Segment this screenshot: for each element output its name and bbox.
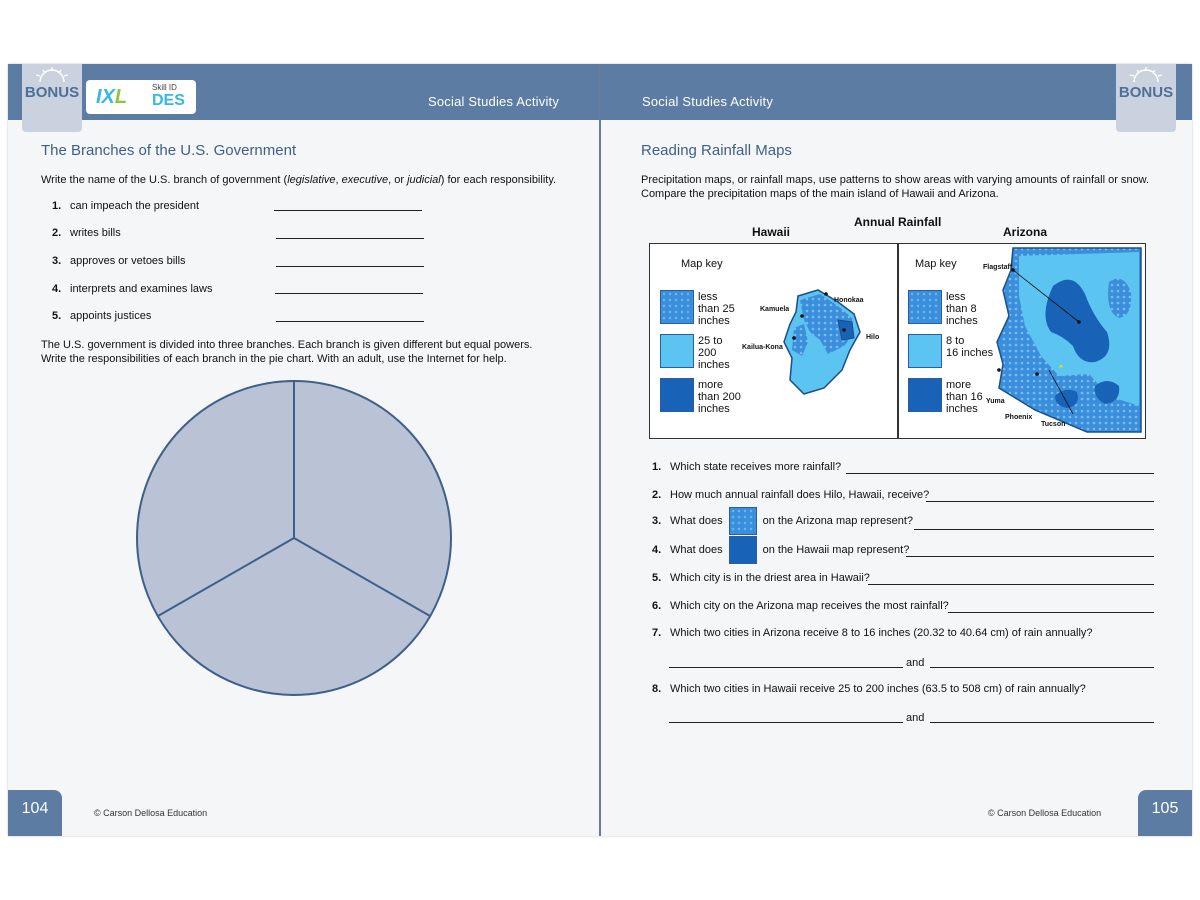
and-label-q7: and	[906, 657, 925, 669]
key-line: than 200	[698, 391, 741, 403]
branch-item	[52, 227, 121, 239]
hawaii-key-2	[698, 335, 730, 371]
bonus-tab-right	[1116, 64, 1176, 132]
question-3	[652, 506, 913, 536]
item-number: 2.	[52, 227, 62, 239]
instr-comma: ,	[335, 174, 342, 186]
instr-after: ) for each responsibility.	[440, 174, 557, 186]
key-swatch-dark	[660, 378, 694, 412]
answer-line-q3[interactable]	[914, 529, 1154, 530]
question-number: 3.	[652, 515, 662, 527]
copyright-left: © Carson Dellosa Education	[94, 808, 208, 818]
pattern-swatch-inline	[729, 507, 757, 535]
branch-item	[52, 283, 212, 295]
answer-line-q7b[interactable]	[930, 667, 1154, 668]
skill-id-label: Skill ID	[152, 83, 177, 92]
dark-swatch-inline	[729, 536, 757, 564]
question-post: on the Arizona map represent?	[762, 515, 914, 527]
key-line: inches	[698, 403, 730, 415]
key-line: than 16	[946, 391, 983, 403]
question-text: How much annual rainfall does Hilo, Hawaii, receive?	[670, 489, 930, 501]
answer-line-q1[interactable]	[846, 473, 1154, 474]
answer-line-q2[interactable]	[926, 501, 1154, 502]
answer-line-q4[interactable]	[906, 556, 1154, 557]
item-number: 5.	[52, 310, 62, 322]
arizona-state-map	[989, 246, 1143, 436]
city-phoenix: Phoenix	[1005, 414, 1033, 421]
hawaii-key-title: Map key	[681, 258, 723, 270]
key-swatch-light	[908, 334, 942, 368]
answer-line-4[interactable]	[275, 293, 423, 294]
bonus-label-left: BONUS	[24, 84, 80, 101]
key-line: more	[698, 379, 724, 391]
hawaii-map-panel	[649, 243, 898, 439]
left-page-title: The Branches of the U.S. Government	[41, 142, 297, 159]
question-number: 2.	[652, 489, 662, 501]
key-line: less	[698, 291, 718, 303]
question-number: 1.	[652, 461, 662, 473]
hawaii-key-1	[698, 291, 735, 327]
copyright-right: © Carson Dellosa Education	[988, 808, 1102, 818]
key-line: than 8	[946, 303, 977, 315]
key-swatch-pattern	[660, 290, 694, 324]
ixl-logo-ix: IX	[96, 86, 115, 108]
key-swatch-light	[660, 334, 694, 368]
question-number: 6.	[652, 600, 662, 612]
workbook-spread	[8, 64, 1192, 836]
city-yuma: Yuma	[986, 398, 1005, 405]
bonus-tab-left	[22, 64, 82, 132]
instr-legislative: legislative	[287, 174, 336, 186]
question-7	[652, 627, 1093, 639]
answer-line-q8b[interactable]	[930, 722, 1154, 723]
left-header-title: Social Studies Activity	[428, 94, 560, 109]
right-page-title: Reading Rainfall Maps	[641, 142, 792, 159]
arizona-key-2	[946, 335, 993, 359]
item-number: 3.	[52, 255, 62, 267]
ixl-badge[interactable]	[86, 80, 196, 114]
key-line: than 25	[698, 303, 735, 315]
instr-judicial: judicial	[407, 174, 441, 186]
page-number-105: 105	[1138, 790, 1192, 836]
right-page	[600, 64, 1192, 836]
question-4	[652, 535, 909, 565]
city-tucson: Tucson	[1041, 421, 1066, 428]
item-text: appoints justices	[70, 310, 152, 322]
branch-instructions	[41, 173, 556, 187]
item-text: writes bills	[70, 227, 121, 239]
answer-line-1[interactable]	[274, 210, 422, 211]
answer-line-3[interactable]	[276, 266, 424, 267]
hawaii-heading: Hawaii	[752, 225, 791, 239]
ixl-logo	[96, 86, 127, 109]
question-8	[652, 683, 1086, 695]
question-6	[652, 600, 949, 612]
item-number: 1.	[52, 200, 62, 212]
bonus-label-right: BONUS	[1118, 84, 1174, 101]
key-line: inches	[946, 315, 978, 327]
item-text: approves or vetoes bills	[70, 255, 186, 267]
city-hilo: Hilo	[866, 334, 880, 341]
key-line: more	[946, 379, 972, 391]
question-text: Which two cities in Arizona receive 8 to 16 inches (20.32 to 40.64 cm) of rain annually?	[670, 627, 1093, 639]
answer-line-5[interactable]	[276, 321, 424, 322]
instr-before: Write the name of the U.S. branch of government (	[41, 174, 288, 186]
instr-or: , or	[388, 174, 408, 186]
question-pre: What does	[670, 544, 723, 556]
pie-instructions-line-2: Write the responsibilities of each branch in the pie chart. With an adult, use the Internet for help.	[41, 353, 507, 365]
city-kailua-kona: Kailua-Kona	[742, 344, 783, 351]
question-post: on the Hawaii map represent?	[762, 544, 910, 556]
arizona-map-panel	[898, 243, 1146, 439]
city-kamuela: Kamuela	[760, 306, 790, 313]
question-number: 5.	[652, 572, 662, 584]
question-1	[652, 461, 841, 473]
left-page	[8, 64, 600, 836]
city-honokaa: Honokaa	[834, 297, 864, 304]
key-line: 25 to	[698, 335, 723, 347]
arizona-heading: Arizona	[1003, 225, 1048, 239]
answer-line-q8a[interactable]	[669, 722, 903, 723]
key-line: less	[946, 291, 966, 303]
answer-line-q6[interactable]	[948, 612, 1154, 613]
key-line: inches	[698, 359, 730, 371]
key-line: inches	[946, 403, 978, 415]
branch-item	[52, 200, 199, 212]
question-number: 7.	[652, 627, 662, 639]
arizona-key-1	[946, 291, 978, 327]
instr-executive: executive	[341, 174, 389, 186]
right-header-bar	[600, 64, 1192, 120]
branches-pie-chart[interactable]	[134, 378, 454, 698]
page-number-104: 104	[8, 790, 62, 836]
question-text: Which city on the Arizona map receives the most rainfall?	[670, 600, 949, 612]
question-text: Which state receives more rainfall?	[670, 461, 842, 473]
ixl-logo-l: L	[114, 86, 128, 108]
answer-line-q7a[interactable]	[669, 667, 903, 668]
and-label-q8: and	[906, 712, 925, 724]
key-swatch-pattern	[908, 290, 942, 324]
question-5	[652, 572, 870, 584]
key-line: inches	[698, 315, 730, 327]
skill-id-code: DES	[152, 92, 185, 109]
sun-rays-icon	[1126, 66, 1166, 82]
key-line: 200	[698, 347, 717, 359]
question-text: Which two cities in Hawaii receive 25 to 200 inches (63.5 to 508 cm) of rain annually?	[670, 683, 1086, 695]
key-swatch-dark	[908, 378, 942, 412]
branch-item	[52, 310, 151, 322]
item-number: 4.	[52, 283, 62, 295]
question-text: Which city is in the driest area in Hawaii?	[670, 572, 870, 584]
question-2	[652, 489, 929, 501]
rainfall-intro-line-2: Compare the precipitation maps of the main island of Hawaii and Arizona.	[641, 188, 999, 200]
arizona-key-3	[946, 379, 983, 415]
question-number: 4.	[652, 544, 662, 556]
question-number: 8.	[652, 683, 662, 695]
answer-line-2[interactable]	[276, 238, 424, 239]
question-pre: What does	[670, 515, 723, 527]
branch-item	[52, 255, 186, 267]
pie-instructions-line-1: The U.S. government is divided into three branches. Each branch is given different but equal powers.	[41, 339, 533, 351]
sun-rays-icon	[32, 66, 72, 82]
key-line: 16 inches	[946, 347, 994, 359]
answer-line-q5[interactable]	[868, 584, 1154, 585]
arizona-key-title: Map key	[915, 258, 957, 270]
figure-title: Annual Rainfall	[854, 215, 942, 229]
key-line: 8 to	[946, 335, 965, 347]
rainfall-intro-line-1: Precipitation maps, or rainfall maps, use patterns to show areas with varying amounts of rainfall or snow.	[641, 174, 1150, 186]
city-flagstaff: Flagstaff	[983, 264, 1013, 271]
hawaii-key-3	[698, 379, 741, 415]
right-header-title: Social Studies Activity	[642, 94, 774, 109]
item-text: can impeach the president	[70, 200, 200, 212]
item-text: interprets and examines laws	[70, 283, 213, 295]
